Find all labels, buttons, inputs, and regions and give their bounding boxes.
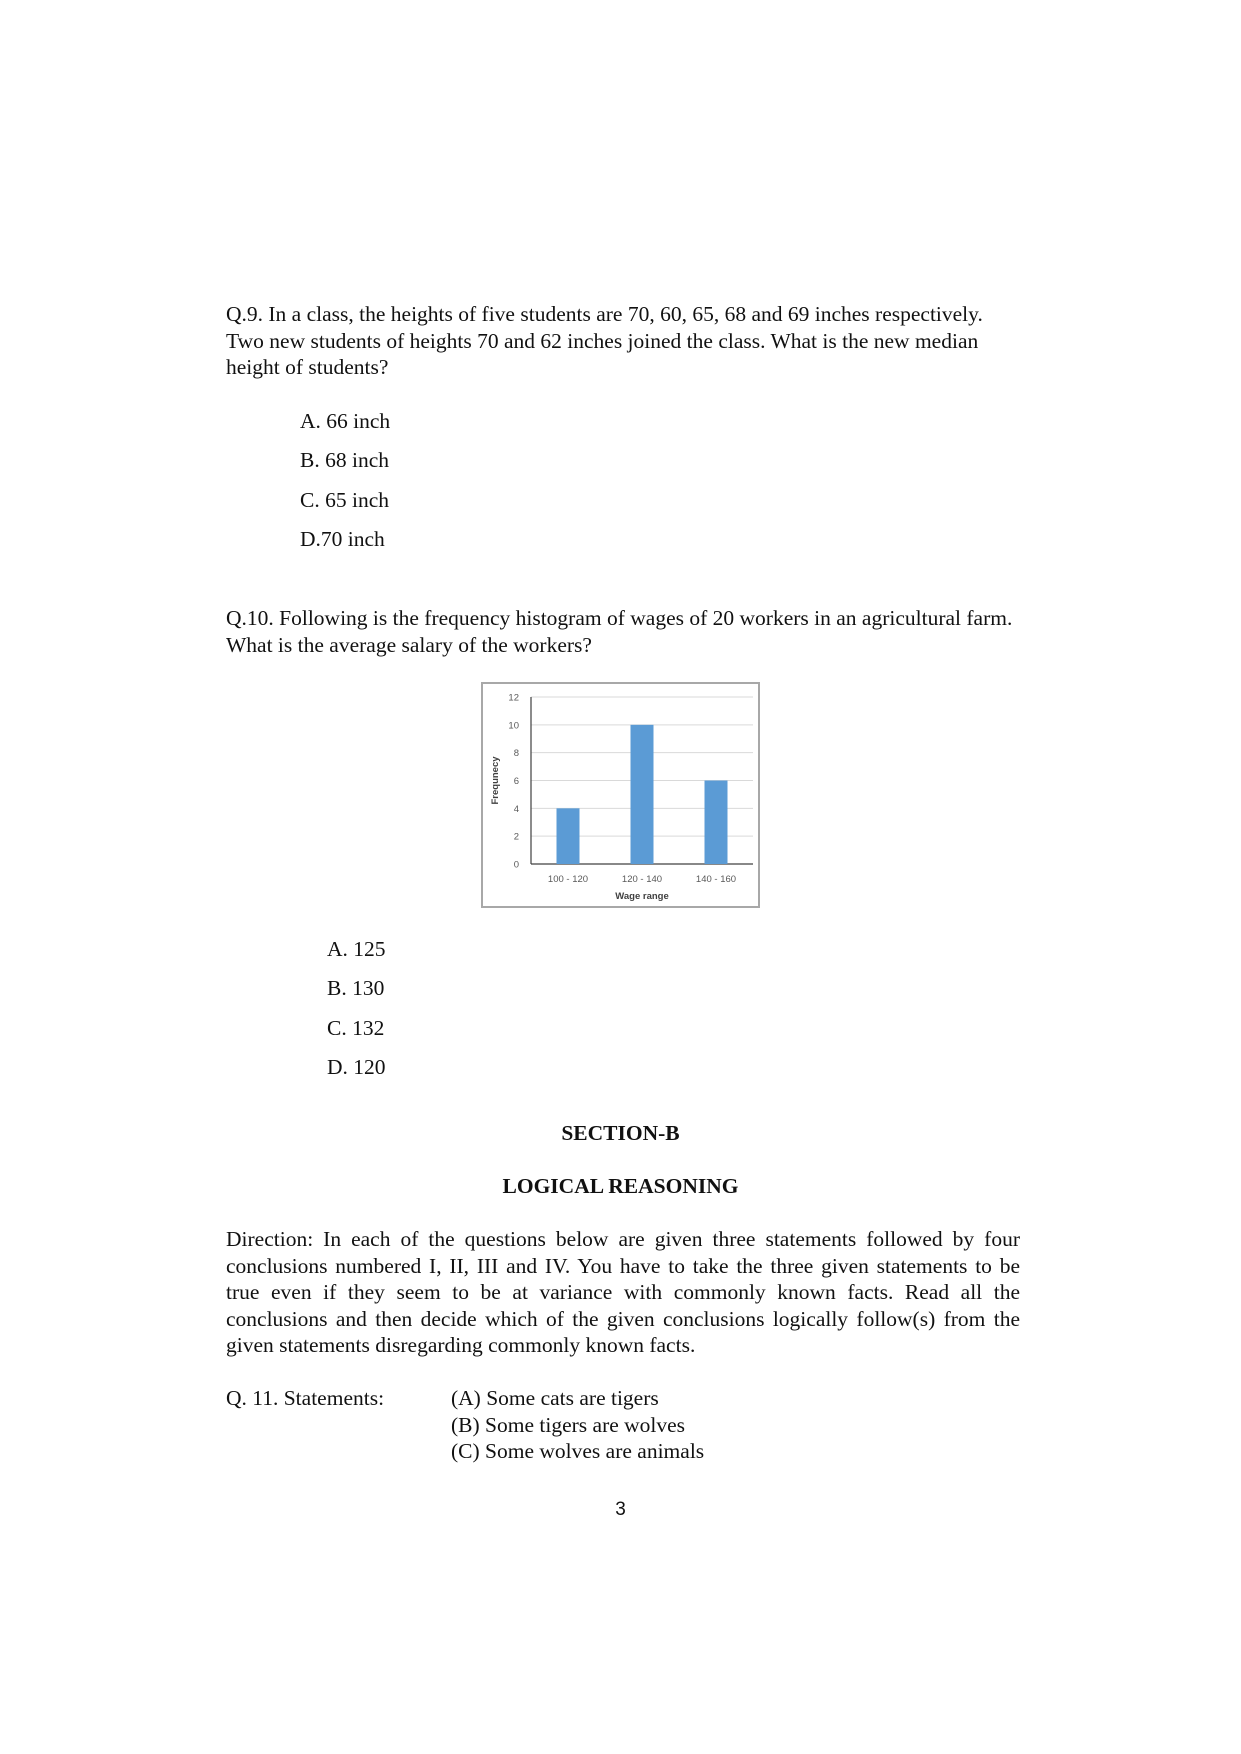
q10-option-b: B. 130 bbox=[327, 976, 385, 1000]
q11-statements bbox=[451, 1385, 704, 1465]
x-tick-label: 120 - 140 bbox=[621, 874, 663, 885]
q9-option-d: D.70 inch bbox=[300, 527, 385, 551]
y-tick-label: 0 bbox=[513, 859, 519, 871]
bar-1 bbox=[557, 808, 580, 864]
q10-option-c: C. 132 bbox=[327, 1016, 385, 1040]
q10-option-a: A. 125 bbox=[327, 937, 386, 961]
y-tick-label: 2 bbox=[513, 831, 519, 843]
direction-paragraph: Direction: In each of the questions below are given three statements followed by four conclusions numbered I, II, III and IV. You have to take the three given statements to be true even if they seem to be at variance with commonly known facts. Read all the conclusions and then decide which of the given conclusions logically follow(s) from the given statements disregarding commonly known facts. bbox=[226, 1227, 1020, 1357]
q11-statement-a: (A) Some cats are tigers bbox=[451, 1386, 659, 1410]
bar-2 bbox=[631, 725, 654, 864]
y-tick-label: 4 bbox=[513, 803, 519, 815]
q9-option-a: A. 66 inch bbox=[300, 409, 391, 433]
q11-statement-b: (B) Some tigers are wolves bbox=[451, 1412, 686, 1437]
x-tick-label: 100 - 120 bbox=[547, 874, 589, 885]
y-tick-label: 10 bbox=[508, 720, 519, 732]
y-tick-label: 8 bbox=[513, 748, 519, 760]
q9-option-c: C. 65 inch bbox=[300, 488, 389, 512]
y-tick-label: 6 bbox=[513, 776, 519, 787]
q10-option-d: D. 120 bbox=[327, 1055, 386, 1079]
q11-label: Q. 11. Statements: bbox=[226, 1386, 385, 1410]
wage-histogram-chart bbox=[481, 682, 760, 908]
page-number: 3 bbox=[615, 1499, 626, 1520]
x-axis-title: Wage range bbox=[615, 891, 669, 902]
x-tick-label: 140 - 160 bbox=[695, 874, 737, 885]
q10-question-text: Q.10. Following is the frequency histogram of wages of 20 workers in an agricultural farm. What is the average salary of the workers? bbox=[226, 606, 1013, 657]
section-subtitle: LOGICAL REASONING bbox=[502, 1174, 739, 1198]
section-title: SECTION-B bbox=[561, 1121, 680, 1145]
q9-question-text: Q.9. In a class, the heights of five students are 70, 60, 65, 68 and 69 inches respectively. Two new students of heights 70 and 62 inches joined the class. What is the new median height of students? bbox=[226, 302, 983, 379]
q11-statement-c: (C) Some wolves are animals bbox=[451, 1439, 705, 1463]
y-axis-title: Frequnecy bbox=[490, 756, 501, 805]
histogram-svg bbox=[483, 684, 758, 906]
bar-3 bbox=[705, 781, 728, 865]
y-tick-label: 12 bbox=[508, 692, 519, 704]
q9-option-b: B. 68 inch bbox=[300, 448, 389, 472]
